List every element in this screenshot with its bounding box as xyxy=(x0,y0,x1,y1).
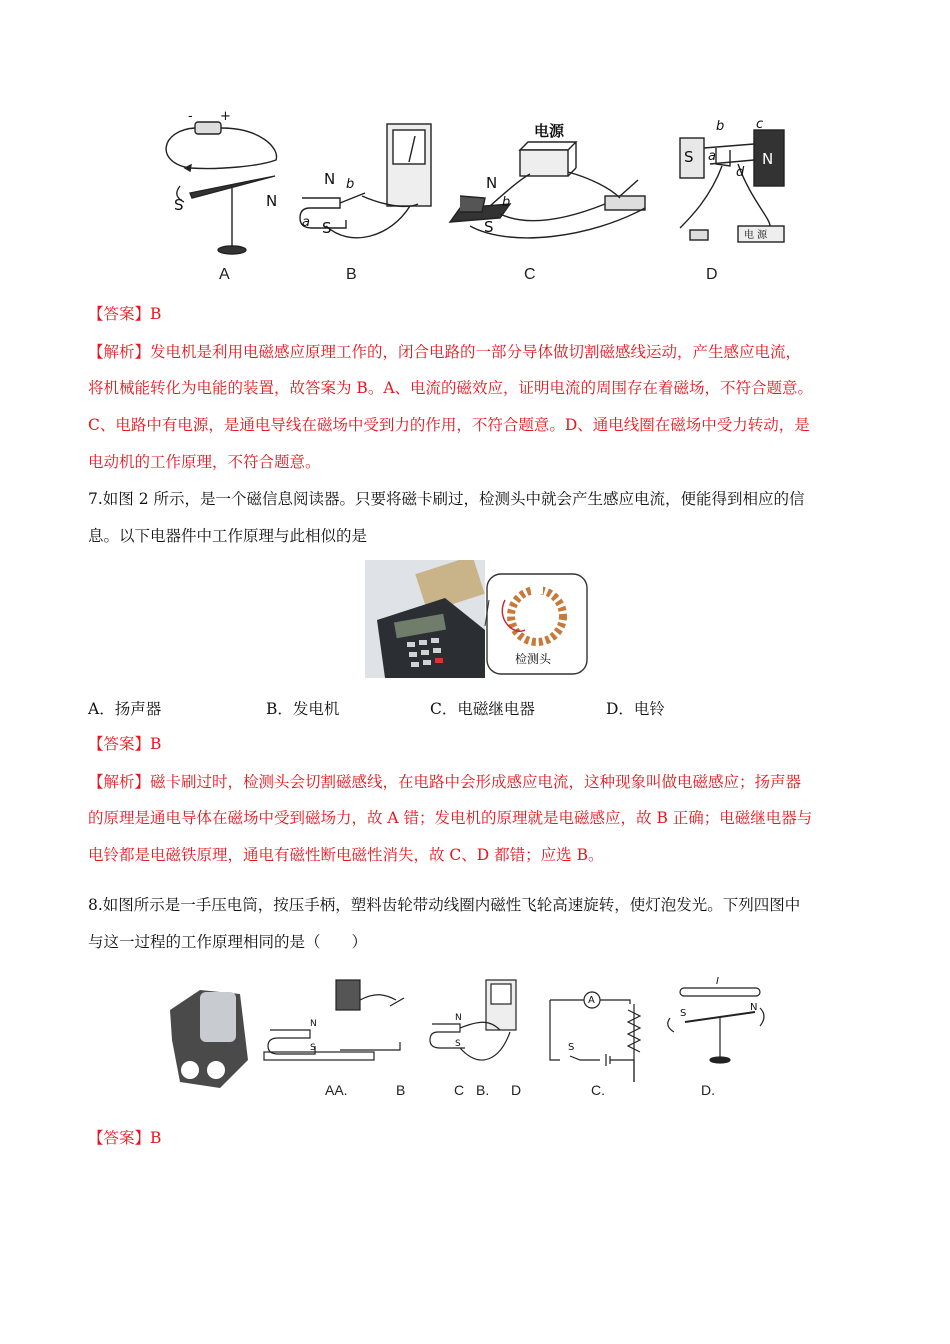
q6-analysis-line-4: 电动机的工作原理，不符合题意。 xyxy=(88,453,321,471)
label-b-n: N xyxy=(324,170,336,188)
card-reader-label: 检测头 xyxy=(515,652,552,666)
label-d-n: N xyxy=(762,150,774,168)
label-q8-n2: N xyxy=(455,1013,462,1023)
q7-analysis-line-1: 【解析】磁卡刷过时，检测头会切割磁感线，在电路中会形成感应电流，这种现象叫做电磁感应；扬声器 xyxy=(88,773,802,791)
caption-a: A xyxy=(219,266,230,283)
q7-option-d: D．电铃 xyxy=(606,700,665,718)
label-q8-current: I xyxy=(716,976,719,987)
q8-caption-d: D xyxy=(511,1082,522,1098)
q8-stem-line-2: 与这一过程的工作原理相同的是（ ） xyxy=(88,933,368,951)
label-b-a: a xyxy=(302,215,310,230)
label-c-s: S xyxy=(484,218,494,236)
flashlight-figure-drawing xyxy=(160,970,790,1100)
label-q8-ammeter: A xyxy=(588,995,595,1006)
label-q8-s1: S xyxy=(310,1043,316,1053)
figure-abcd-drawing xyxy=(150,108,800,288)
label-a-plus: + xyxy=(220,109,231,124)
label-d-b: b xyxy=(716,119,725,134)
q8-answer: 【答案】B xyxy=(88,1129,162,1147)
card-reader-drawing xyxy=(365,560,590,678)
caption-d: D xyxy=(706,266,718,283)
q8-caption-b-dot: B. xyxy=(476,1082,490,1098)
label-a-s: S xyxy=(174,196,184,214)
q7-answer: 【答案】B xyxy=(88,735,162,753)
label-c-power: 电源 xyxy=(534,122,565,140)
q7-option-c: C．电磁继电器 xyxy=(430,700,535,718)
label-q8-switch: S xyxy=(568,1042,575,1053)
q8-caption-b: B xyxy=(396,1082,406,1098)
figure-flashlight-options xyxy=(160,970,790,1100)
label-q8-s2: S xyxy=(455,1039,461,1049)
figure-electromagnetism-abcd xyxy=(150,108,800,288)
label-d-power: 电 源 xyxy=(744,230,768,241)
label-d-s: S xyxy=(684,148,694,166)
label-b-b: b xyxy=(346,177,355,192)
q6-analysis-line-1: 【解析】发电机是利用电磁感应原理工作的，闭合电路的一部分导体做切割磁感线运动，产生感应电流， xyxy=(88,343,802,361)
q7-analysis-line-2: 的原理是通电导体在磁场中受到磁场力，故 A 错；发电机的原理就是电磁感应，故 B 正确；电磁继电器与 xyxy=(88,809,813,827)
caption-b: B xyxy=(346,266,357,283)
label-d-d: d xyxy=(736,165,745,180)
q7-option-a: A．扬声器 xyxy=(88,700,162,718)
q7-stem-line-1: 7.如图 2 所示，是一个磁信息阅读器。只要将磁卡刷过，检测头中就会产生感应电流，便能得到相应的信 xyxy=(88,490,805,508)
q8-caption-c-dot: C. xyxy=(591,1082,605,1098)
q7-analysis-line-3: 电铃都是电磁铁原理，通电有磁性断电磁性消失，故 C、D 都错；应选 B。 xyxy=(88,846,604,864)
label-c-n: N xyxy=(486,174,498,192)
q7-option-b: B．发电机 xyxy=(266,700,340,718)
q6-analysis-line-2: 将机械能转化为电能的装置，故答案为 B。A、电流的磁效应，证明电流的周围存在着磁场，不符合题意。 xyxy=(88,379,814,397)
caption-c: C xyxy=(524,266,536,283)
figure-card-reader xyxy=(365,560,590,678)
label-a-n: N xyxy=(266,192,278,210)
label-a-minus: - xyxy=(188,109,193,124)
label-d-a: a xyxy=(708,149,716,164)
q8-caption-c: C xyxy=(454,1082,465,1098)
q6-answer: 【答案】B xyxy=(88,305,162,323)
label-c-b: b xyxy=(502,195,511,210)
q8-caption-d-dot: D. xyxy=(701,1082,715,1098)
label-d-c: c xyxy=(756,117,764,132)
q6-analysis-line-3: C、电路中有电源，是通电导线在磁场中受到力的作用，不符合题意。D、通电线圈在磁场中受力转动，是 xyxy=(88,416,810,434)
q8-stem-line-1: 8.如图所示是一手压电筒，按压手柄，塑料齿轮带动线圈内磁性飞轮高速旋转，使灯泡发光。下列四图中 xyxy=(88,896,801,914)
q8-caption-aa: AA. xyxy=(325,1082,348,1098)
label-q8-s3: S xyxy=(680,1008,687,1019)
label-b-s: S xyxy=(322,219,332,237)
q7-stem-line-2: 息。以下电器件中工作原理与此相似的是 xyxy=(88,527,368,545)
label-q8-n3: N xyxy=(750,1002,758,1013)
label-q8-n1: N xyxy=(310,1019,317,1029)
